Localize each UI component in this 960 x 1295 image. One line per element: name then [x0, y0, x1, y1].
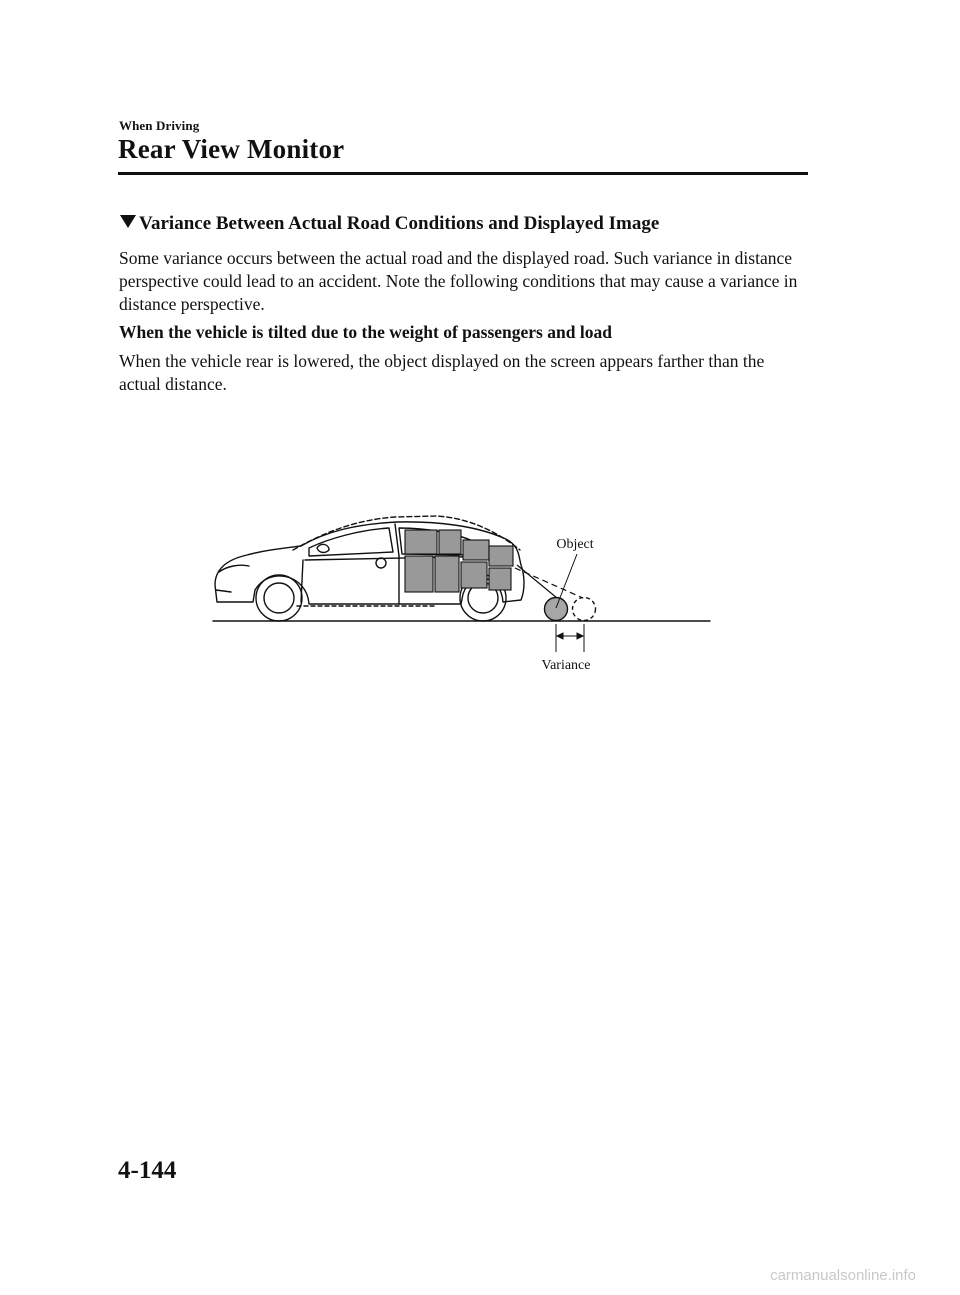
page-title: Rear View Monitor [118, 134, 345, 164]
car-variance-diagram [205, 510, 720, 685]
intro-paragraph: Some variance occurs between the actual road and the displayed road. Such variance in distance perspective could lead to an accident. Note the following conditions that may cause a variance in distance perspective. [119, 248, 798, 314]
actual-object [545, 598, 568, 621]
subsection-heading [120, 213, 659, 235]
section-label: When Driving [119, 118, 200, 133]
vehicle-tilt-illustration [205, 510, 720, 685]
title-divider [118, 172, 808, 175]
front-wheel [256, 575, 302, 621]
object-label: Object [556, 537, 594, 552]
variance-label: Variance [541, 658, 591, 673]
apparent-object [573, 598, 596, 621]
subsection-heading-text: Variance Between Actual Road Conditions and Displayed Image [139, 213, 660, 234]
cargo-load [405, 530, 513, 592]
object-callout-line [556, 554, 577, 608]
camera-sight-line-displayed [515, 568, 583, 598]
watermark: carmanualsonline.info [770, 1267, 916, 1284]
condition-paragraph: When the vehicle rear is lowered, the object displayed on the screen appears farther than the actual distance. [119, 351, 765, 394]
triangle-bullet-icon [120, 215, 136, 228]
condition-heading: When the vehicle is tilted due to the weight of passengers and load [119, 322, 612, 342]
page-number: 4-144 [118, 1157, 177, 1184]
